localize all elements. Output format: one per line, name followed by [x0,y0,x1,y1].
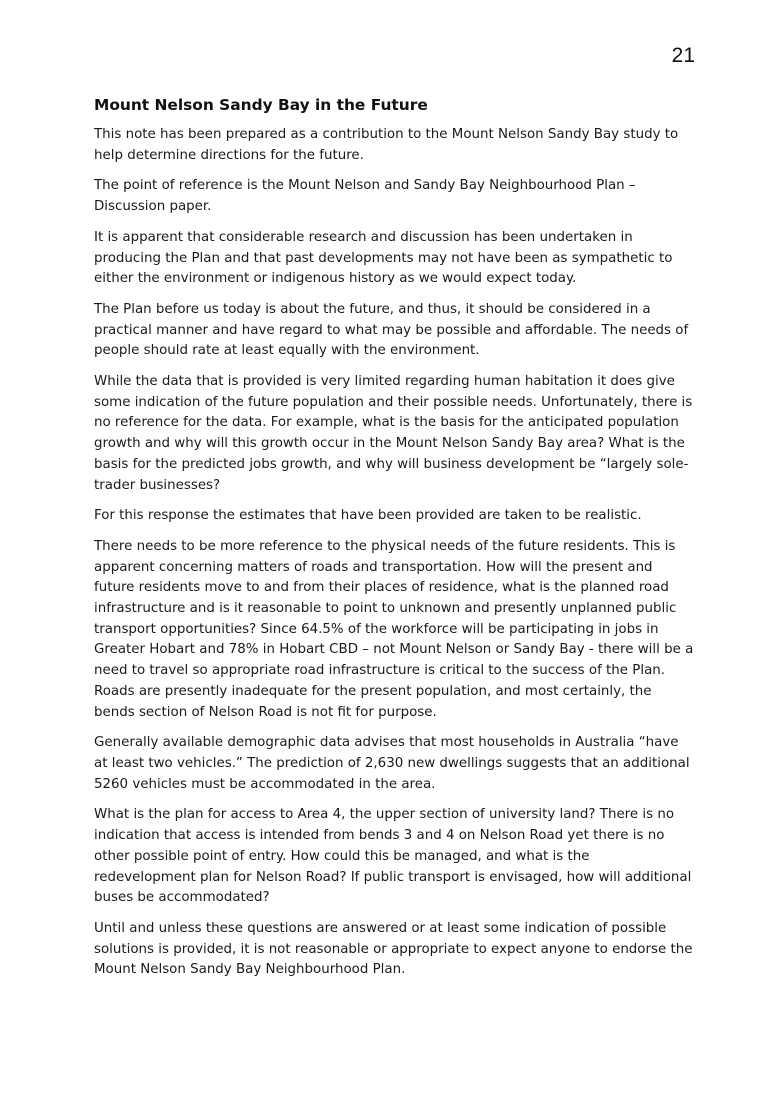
document-body [94,94,694,991]
paragraph-transport: There needs to be more reference to the physical needs of the future residents. This is apparent concerning matters of roads and transportation. How will the present and future residents move to and from their places of residence, what is the planned road infrastructure and is it reasonable to point to unknown and presently unplanned public transport opportunities? Since 64.5% of the workforce will be participating in jobs in Greater Hobart and 78% in Hobart CBD – not Mount Nelson or Sandy Bay - there will be a need to travel so appropriate road infrastructure is critical to the success of the Plan. Roads are presently inadequate for the present population, and most certainly, the bends section of Nelson Road is not fit for purpose. [94,538,694,720]
paragraph-future: The Plan before us today is about the future, and thus, it should be considered in a practical manner and have regard to what may be possible and affordable. The needs of people should rate at least equally with the environment. [94,301,689,359]
paragraph-intro: This note has been prepared as a contribution to the Mount Nelson Sandy Bay study to help determine directions for the future. [94,127,679,163]
paragraph-research: It is apparent that considerable research and discussion has been undertaken in producing the Plan and that past developments may not have been as sympathetic to either the environment or indigenous history as we would expect today. [94,229,673,287]
paragraph-estimates: For this response the estimates that have been provided are taken to be realistic. [94,508,642,524]
paragraph-area-4: What is the plan for access to Area 4, the upper section of university land? There is no indication that access is intended from bends 3 and 4 on Nelson Road yet there is no other possible point of entry. How could this be managed, and what is the redevelopment plan for Nelson Road? If public transport is envisaged, how will additional buses be accommodated? [94,807,692,906]
paragraph-vehicles: Generally available demographic data advises that most households in Australia “have at least two vehicles.” The prediction of 2,630 new dwellings suggests that an additional 5260 vehicles must be accommodated in the area. [94,735,690,792]
paragraph-conclusion: Until and unless these questions are answered or at least some indication of possible solutions is provided, it is not reasonable or appropriate to expect anyone to endorse the Mount Nelson Sandy Bay Neighbourhood Plan. [94,920,693,978]
paragraph-reference: The point of reference is the Mount Nelson and Sandy Bay Neighbourhood Plan – Discussion paper. [94,178,636,215]
document-title: Mount Nelson Sandy Bay in the Future [94,96,428,114]
paragraph-data: While the data that is provided is very limited regarding human habitation it does give some indication of the future population and their possible needs. Unfortunately, there is no reference for the data. For example, what is the basis for the anticipated population growth and why will this growth occur in the Mount Nelson Sandy Bay area? What is the basis for the predicted jobs growth, and why will business development be “largely sole-trader businesses? [94,374,693,493]
page-number: 21 [671,44,695,67]
